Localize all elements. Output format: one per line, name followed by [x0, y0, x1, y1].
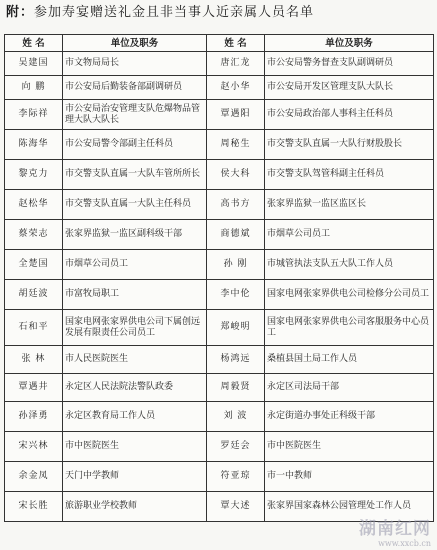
unit-left: 张家界监狱一监区副科级干部: [63, 220, 207, 250]
unit-right: 市中医院医生: [265, 432, 434, 462]
person-name-left: 宋兴林: [5, 432, 63, 462]
person-name-left: 宋长胜: [5, 492, 63, 522]
unit-left: 市中医院医生: [63, 432, 207, 462]
roster-body: [5, 52, 434, 522]
watermark-logo: [359, 514, 431, 548]
table-row: [5, 346, 434, 374]
table-row: [5, 220, 434, 250]
person-name-left: 胡廷波: [5, 280, 63, 310]
person-name-right: 周毅贤: [207, 374, 265, 402]
unit-left: 市交警支队直属一大队主任科员: [63, 190, 207, 220]
unit-left: 永定区人民法院法警队政委: [63, 374, 207, 402]
table-row: [5, 462, 434, 492]
unit-left: 市公安局警令部副主任科员: [63, 130, 207, 160]
person-name-left: 孙泽勇: [5, 402, 63, 432]
unit-right: 市烟草公司员工: [265, 220, 434, 250]
roster-table: [4, 34, 434, 522]
person-name-left: 蔡荣志: [5, 220, 63, 250]
unit-right: 市公安局警务督查支队副调研员: [265, 52, 434, 76]
unit-left: 市烟草公司员工: [63, 250, 207, 280]
person-name-right: 符亚琼: [207, 462, 265, 492]
person-name-left: 余金凤: [5, 462, 63, 492]
person-name-left: 覃遇井: [5, 374, 63, 402]
person-name-right: 侯大科: [207, 160, 265, 190]
person-name-left: 李际祥: [5, 100, 63, 130]
table-row: [5, 130, 434, 160]
unit-left: 市公安局治安管理支队危爆物品管理大队大队长: [63, 100, 207, 130]
person-name-right: 周秘生: [207, 130, 265, 160]
table-row: [5, 374, 434, 402]
person-name-right: 高书方: [207, 190, 265, 220]
table-header-row: [5, 35, 434, 52]
table-row: [5, 52, 434, 76]
watermark-main: 湖南红网: [359, 519, 431, 539]
unit-left: 旅游职业学校教师: [63, 492, 207, 522]
unit-left: 天门中学教师: [63, 462, 207, 492]
watermark-url: www.xxcb.cn: [378, 539, 431, 548]
unit-right: 市城管执法支队五大队工作人员: [265, 250, 434, 280]
person-name-right: 赵小华: [207, 76, 265, 100]
unit-right: 市交警支队驾管科副主任科员: [265, 160, 434, 190]
person-name-left: 赵松华: [5, 190, 63, 220]
unit-left: 永定区教育局工作人员: [63, 402, 207, 432]
unit-right: 市交警支队直属一大队行财股股长: [265, 130, 434, 160]
table-row: [5, 76, 434, 100]
table-row: [5, 432, 434, 462]
person-name-right: 覃大述: [207, 492, 265, 522]
table-row: [5, 402, 434, 432]
person-name-right: 李中伦: [207, 280, 265, 310]
table-row: [5, 160, 434, 190]
person-name-left: 吴建国: [5, 52, 63, 76]
unit-left: 市交警支队直属一大队车管所所长: [63, 160, 207, 190]
table-row: [5, 310, 434, 346]
person-name-left: 石和平: [5, 310, 63, 346]
person-name-left: 陈海华: [5, 130, 63, 160]
unit-right: 国家电网张家界供电公司客服服务中心员工: [265, 310, 434, 346]
header-unit-right: 单位及职务: [265, 35, 434, 52]
table-row: [5, 190, 434, 220]
unit-right: 永定街道办事处正科级干部: [265, 402, 434, 432]
title-text: 参加寿宴赠送礼金且非当事人近亲属人员名单: [34, 5, 315, 20]
person-name-right: 商德斌: [207, 220, 265, 250]
unit-left: 市人民医院医生: [63, 346, 207, 374]
table-row: [5, 250, 434, 280]
unit-right: 市公安局开发区管理支队大队长: [265, 76, 434, 100]
person-name-right: 杨鸿远: [207, 346, 265, 374]
unit-left: 市富牧局职工: [63, 280, 207, 310]
person-name-left: 张 林: [5, 346, 63, 374]
table-row: [5, 280, 434, 310]
person-name-left: 全楚国: [5, 250, 63, 280]
unit-left: 市文物局局长: [63, 52, 207, 76]
document-title: [6, 4, 434, 22]
person-name-right: 孙 刚: [207, 250, 265, 280]
unit-right: 市一中教师: [265, 462, 434, 492]
unit-left: 市公安局后勤装备部副调研员: [63, 76, 207, 100]
header-name-right: 姓 名: [207, 35, 265, 52]
title-prefix: 附：: [6, 5, 35, 20]
person-name-right: 覃遇阳: [207, 100, 265, 130]
header-unit-left: 单位及职务: [63, 35, 207, 52]
person-name-right: 罗廷会: [207, 432, 265, 462]
table-row: [5, 100, 434, 130]
person-name-right: 唐汇龙: [207, 52, 265, 76]
unit-right: 桑植县国土局工作人员: [265, 346, 434, 374]
person-name-right: 郑峻明: [207, 310, 265, 346]
unit-right: 张家界监狱一监区监区长: [265, 190, 434, 220]
unit-right: 市公安局政治部人事科主任科员: [265, 100, 434, 130]
unit-right: 张家界国家森林公园管理处工作人员: [265, 492, 434, 522]
person-name-left: 黎克力: [5, 160, 63, 190]
person-name-left: 向 鹏: [5, 76, 63, 100]
unit-right: 永定区司法局干部: [265, 374, 434, 402]
unit-right: 国家电网张家界供电公司检修分公司员工: [265, 280, 434, 310]
header-name-left: 姓 名: [5, 35, 63, 52]
unit-left: 国家电网张家界供电公司下属创远发展有限责任公司员工: [63, 310, 207, 346]
person-name-right: 刘 波: [207, 402, 265, 432]
